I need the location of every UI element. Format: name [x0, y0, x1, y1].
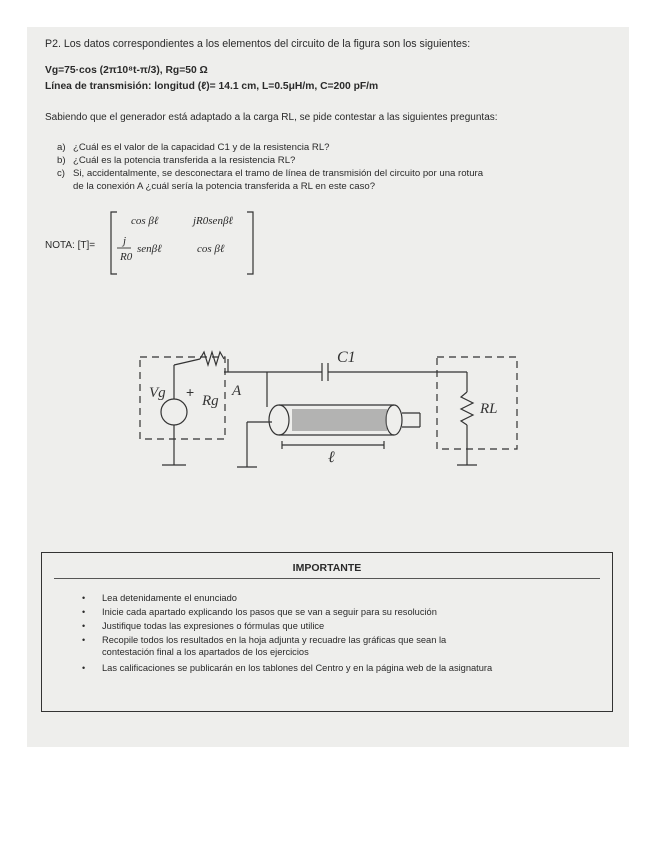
important-box [41, 552, 613, 712]
important-item-2: Inicie cada apartado explicando los pasos que se van a seguir para su resolución [102, 607, 437, 617]
nota-label: NOTA: [T]= [45, 240, 96, 251]
bullet-icon: • [82, 635, 86, 645]
question-c-line2: de la conexión A ¿cuál sería la potencia transferida a RL en este caso? [73, 181, 376, 192]
bullet-icon: • [82, 663, 86, 673]
problem-title: P2. Los datos correspondientes a los elementos del circuito de la figura son los siguientes: [45, 38, 471, 50]
matrix-m22: cos βℓ [197, 243, 225, 255]
exam-sheet [27, 27, 629, 747]
question-a: ¿Cuál es el valor de la capacidad C1 y de la resistencia RL? [73, 142, 330, 153]
label-c1: C1 [337, 349, 356, 366]
matrix-m11: cos βℓ [131, 215, 159, 227]
label-a: A [232, 383, 242, 399]
label-length: ℓ [328, 449, 335, 466]
important-item-1: Lea detenidamente el enunciado [102, 593, 237, 603]
matrix-m21-num: j [123, 235, 127, 247]
intro-text: Sabiendo que el generador está adaptado a la carga RL, se pide contestar a las siguientes preguntas: [45, 112, 498, 123]
question-b-letter: b) [57, 155, 66, 166]
generator-data: Vg=75·cos (2π10⁸t-π/3), Rg=50 Ω [45, 65, 208, 76]
matrix-m21-rest: senβℓ [137, 243, 162, 255]
line-data: Línea de transmisión: longitud (ℓ)= 14.1 cm, L=0.5μH/m, C=200 pF/m [45, 81, 379, 92]
question-a-letter: a) [57, 142, 66, 153]
question-b: ¿Cuál es la potencia transferida a la resistencia RL? [73, 155, 296, 166]
matrix-m12: jR0senβℓ [193, 215, 233, 227]
label-rl: RL [480, 401, 498, 417]
question-c-line1: Si, accidentalmente, se desconectara el tramo de línea de transmisión del circuito por una rotura [73, 168, 484, 179]
important-item-5: Las calificaciones se publicarán en los tablones del Centro y en la página web de la asignatura [102, 663, 493, 673]
bullet-icon: • [82, 607, 86, 617]
matrix-m21-den: R0 [120, 251, 133, 263]
important-divider [54, 578, 600, 579]
circuit-diagram [122, 337, 522, 472]
label-rg: Rg [202, 393, 219, 409]
important-item-4-line2: contestación final a los apartados de los ejercicios [102, 647, 309, 657]
question-c-letter: c) [57, 168, 65, 179]
important-item-4-line1: Recopile todos los resultados en la hoja adjunta y recuadre las gráficas que sean la [102, 635, 447, 645]
important-item-3: Justifique todas las expresiones o fórmulas que utilice [102, 621, 325, 631]
bullet-icon: • [82, 593, 86, 603]
label-vg: Vg [149, 385, 166, 401]
bullet-icon: • [82, 621, 86, 631]
important-title: IMPORTANTE [292, 562, 362, 574]
label-plus: + [186, 384, 195, 400]
